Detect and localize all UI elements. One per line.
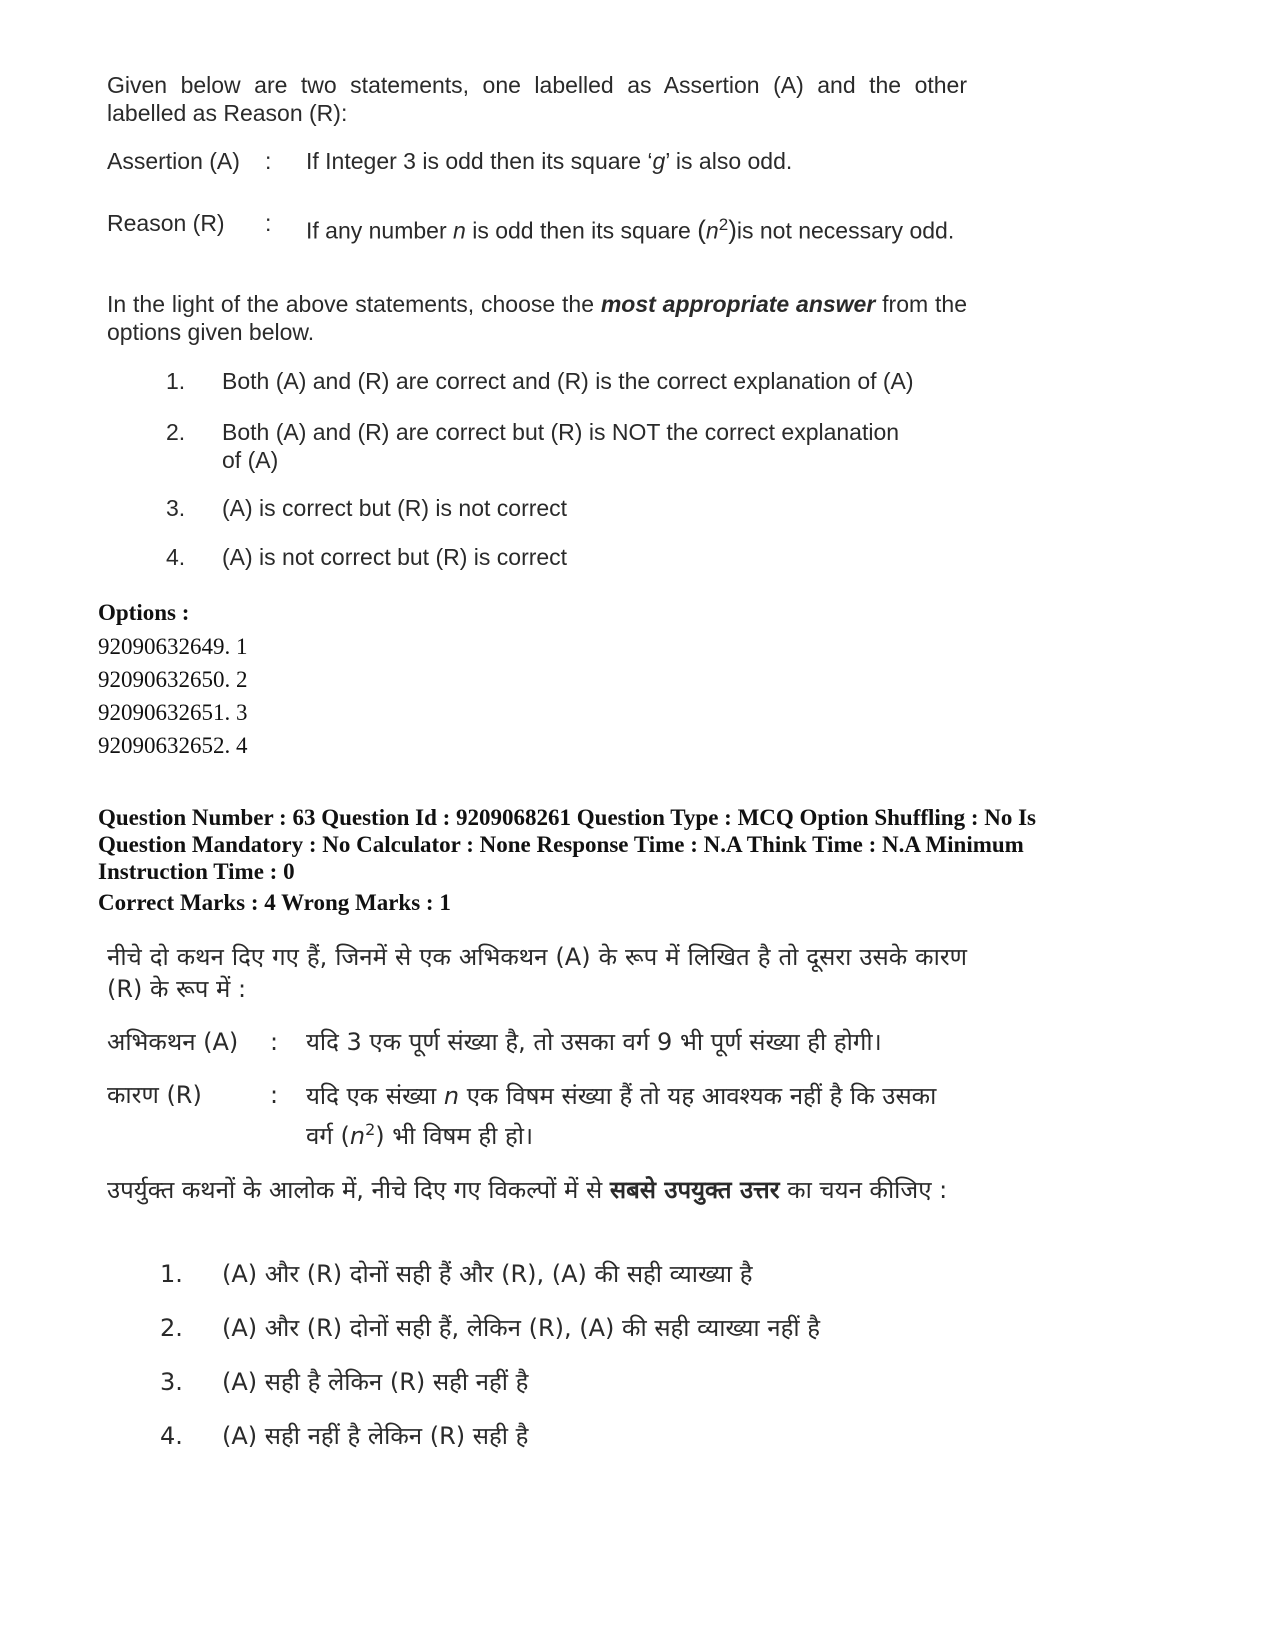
en-choice-3-text: (A) is correct but (R) is not correct [222, 495, 568, 521]
en-choice-4-text: (A) is not correct but (R) is correct [222, 544, 568, 570]
hindi-assertion-label: अभिकथन (A) [107, 1028, 239, 1056]
en-choice-4-number: 4. [166, 544, 186, 570]
hindi-reason-text: यदि एक संख्या n एक विषम संख्या हैं तो यह आवश्यक नहीं है कि उसका वर्ग $(n^2)$ भी विषम ही हो। [306, 1082, 937, 1150]
hindi-assertion-colon: : [270, 1028, 279, 1056]
hindi-reason-colon: : [270, 1081, 279, 1109]
option-item: 92090632652. 4 [98, 733, 248, 758]
hindi-instruction-emphasis: सबसे उपयुक्त उत्तर [609, 1176, 780, 1204]
en-choice-1-number: 1. [166, 368, 186, 394]
hi-choice-4-number: 4. [160, 1422, 183, 1450]
hi-choice-2-text: (A) और (R) दोनों सही हैं, लेकिन (R), (A) की सही व्याख्या नहीं है [222, 1314, 820, 1342]
option-item: 92090632650. 2 [98, 667, 248, 692]
instruction-emphasis: most appropriate answer [600, 291, 876, 317]
question-meta: Question Number : 63 Question Id : 9209068261 Question Type : MCQ Option Shuffling : No Is Question Mandatory : No Calculator : None Response Time : N.A Think Time : N.A Minimum Instruction Time : 0 [98, 805, 1037, 884]
reason-text: If any number n is odd then its square $(n^2)is$ not necessary odd. [306, 214, 955, 245]
en-choice-3-number: 3. [166, 495, 186, 521]
hindi-assertion-text: यदि 3 एक पूर्ण संख्या है, तो उसका वर्ग 9 भी पूर्ण संख्या ही होगी। [306, 1028, 882, 1056]
english-instruction: In the light of the above statements, choose the most appropriate answer from the options given below. [107, 291, 967, 345]
hi-choice-1-text: (A) और (R) दोनों सही हैं और (R), (A) की सही व्याख्या है [222, 1260, 753, 1288]
assertion-colon: : [265, 148, 272, 174]
assertion-text: If Integer 3 is odd then its square ‘g’ is also odd. [306, 148, 793, 174]
en-choice-1-text: Both (A) and (R) are correct and (R) is the correct explanation of (A) [222, 368, 914, 394]
hindi-instruction: उपर्युक्त कथनों के आलोक में, नीचे दिए गए विकल्पों में से सबसे उपयुक्त उत्तर का चयन कीजिए : [107, 1176, 948, 1204]
hi-choice-4-text: (A) सही नहीं है लेकिन (R) सही है [222, 1422, 529, 1450]
hi-choice-1-number: 1. [160, 1260, 183, 1288]
en-choice-2-number: 2. [166, 419, 186, 445]
question-marks: Correct Marks : 4 Wrong Marks : 1 [98, 890, 451, 915]
option-item: 92090632651. 3 [98, 700, 248, 725]
option-item: 92090632649. 1 [98, 634, 248, 659]
variable-g: g [652, 148, 666, 174]
en-choice-2-text: Both (A) and (R) are correct but (R) is NOT the correct explanation of (A) [222, 419, 900, 473]
hindi-reason-label: कारण (R) [107, 1081, 202, 1109]
assertion-label: Assertion (A) [107, 148, 240, 174]
hi-choice-3-number: 3. [160, 1368, 183, 1396]
reason-label: Reason (R) [107, 210, 225, 236]
hindi-intro: नीचे दो कथन दिए गए हैं, जिनमें से एक अभिकथन (A) के रूप में लिखित है तो दूसरा उसके कारण (R) के रूप में : [107, 943, 967, 1003]
options-list [98, 630, 248, 762]
hi-choice-2-number: 2. [160, 1314, 183, 1342]
english-intro: Given below are two statements, one labelled as Assertion (A) and the other labelled as Reason (R): [107, 72, 967, 126]
reason-colon: : [265, 210, 272, 236]
hi-choice-3-text: (A) सही है लेकिन (R) सही नहीं है [222, 1368, 529, 1396]
options-heading: Options : [98, 600, 190, 625]
